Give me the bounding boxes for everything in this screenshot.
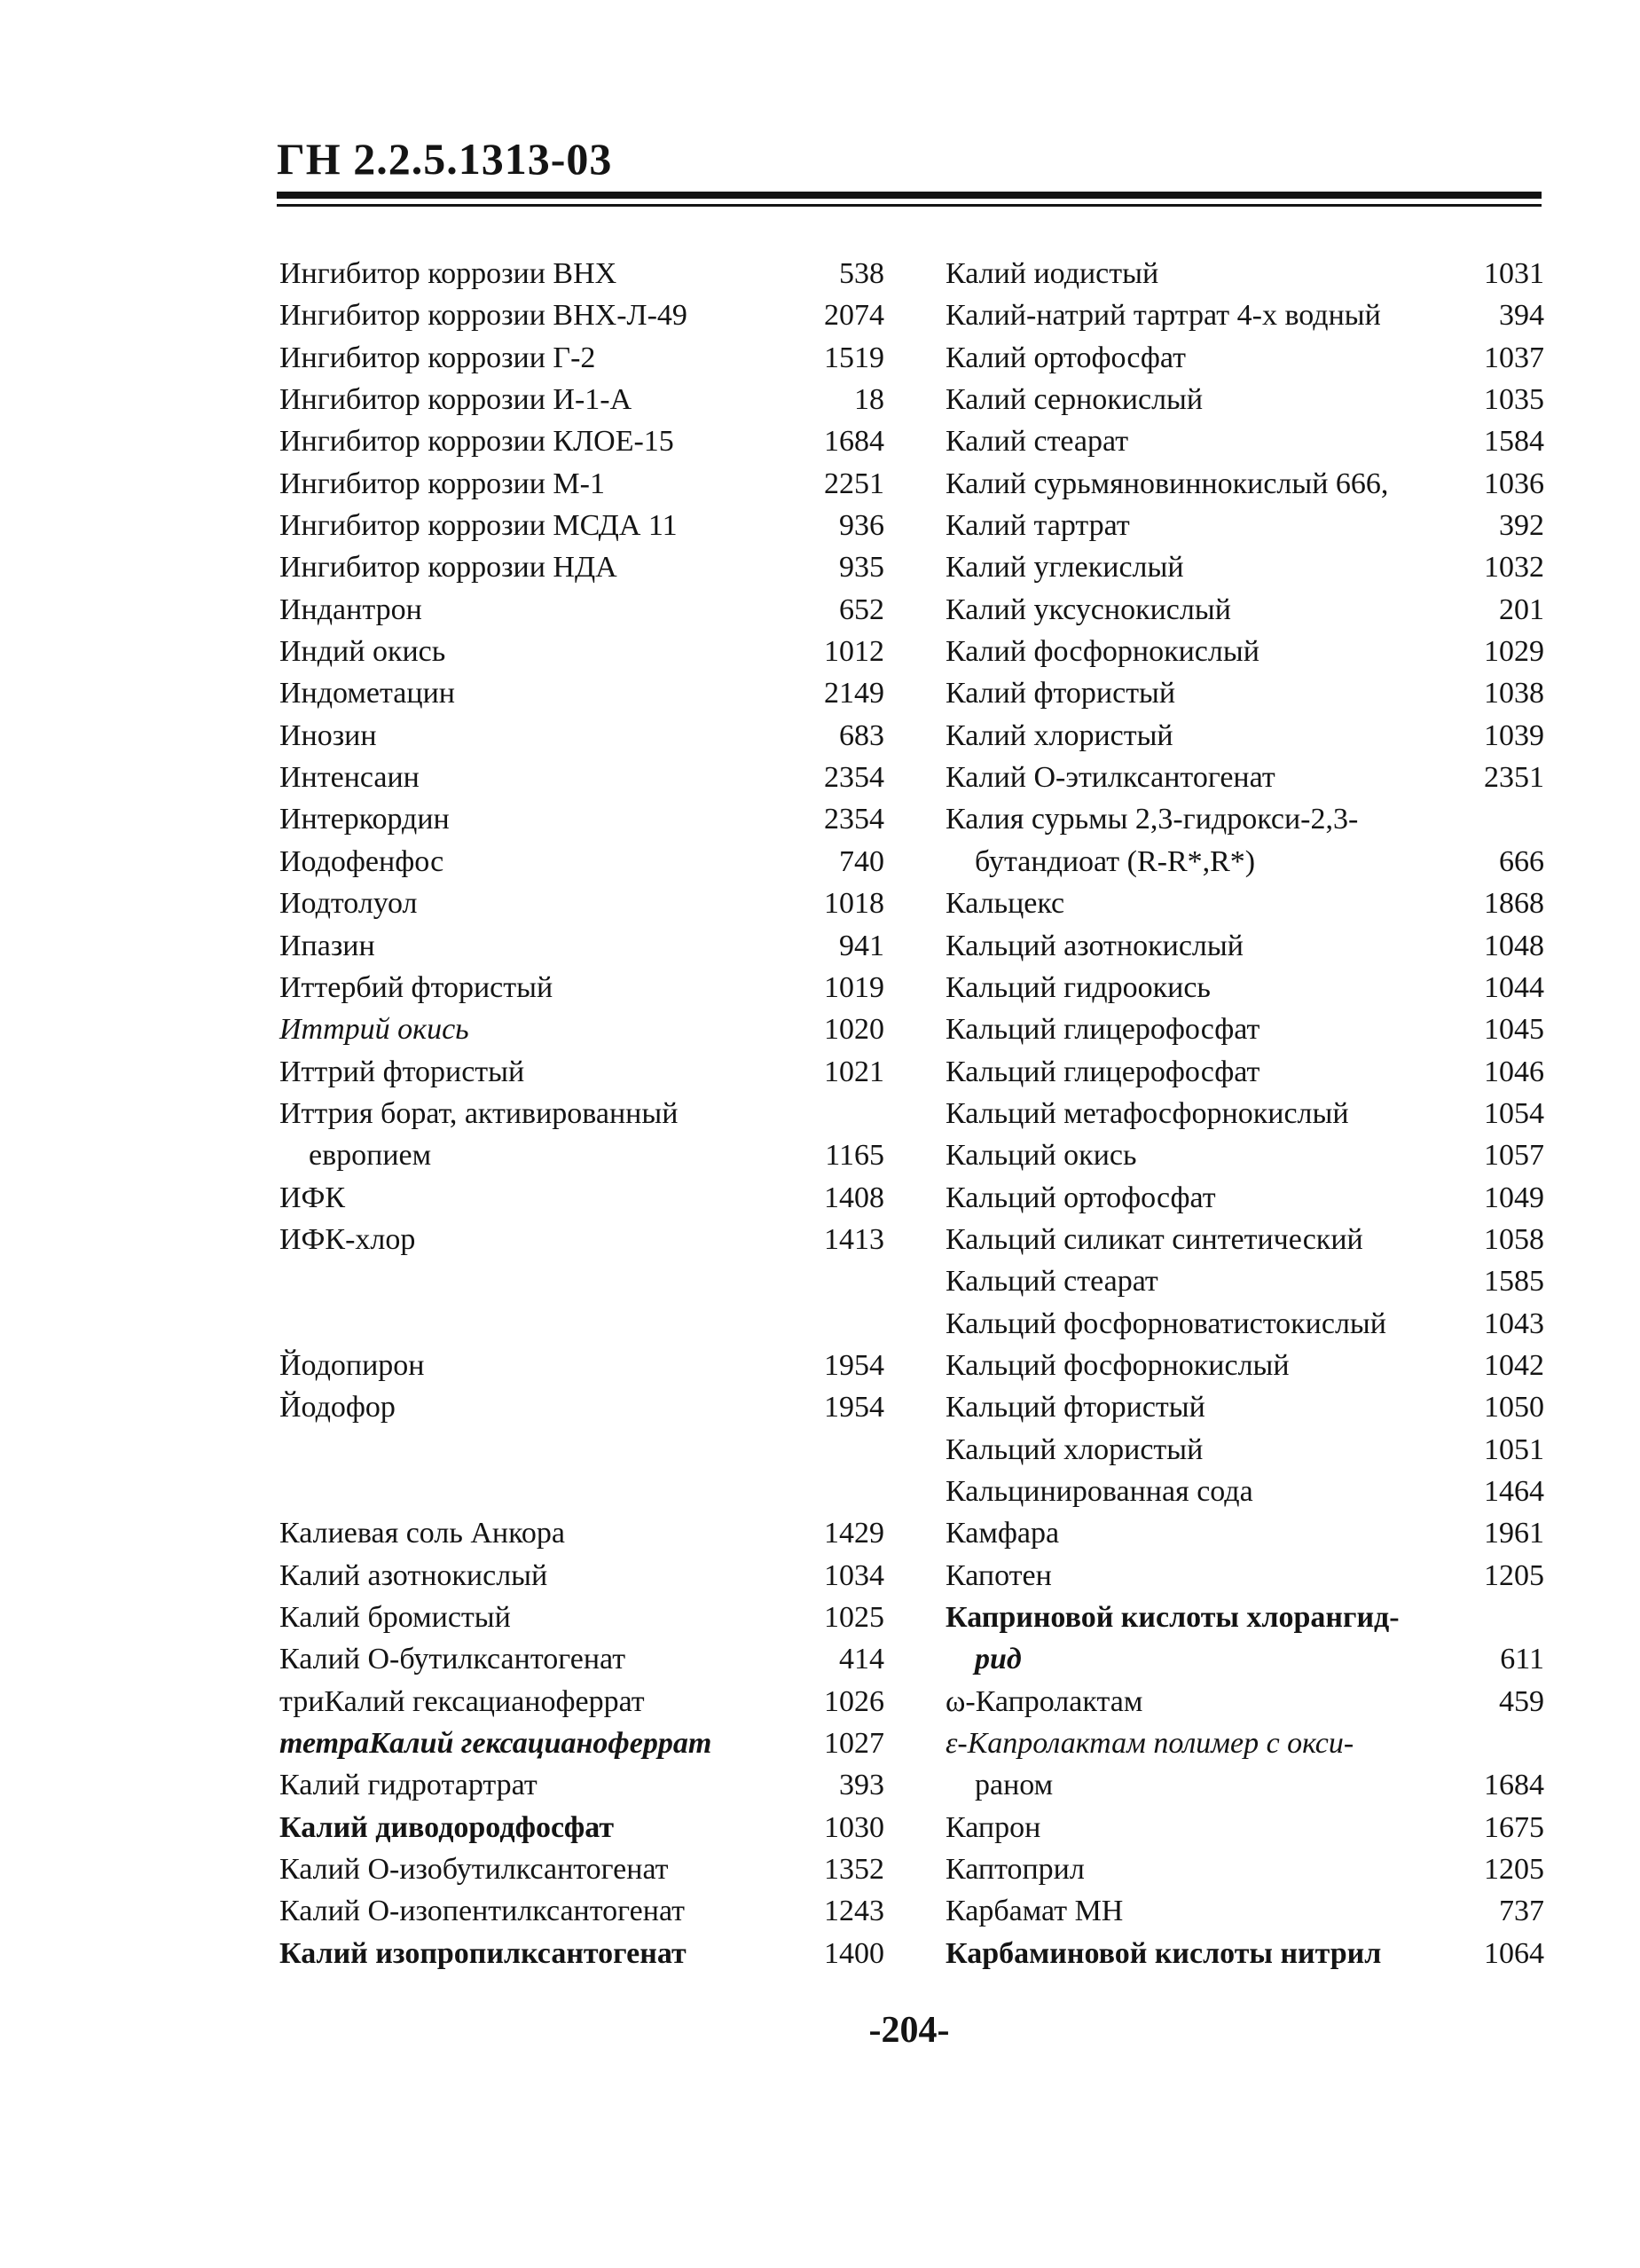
index-entry <box>946 1093 1544 1134</box>
index-entry-number: 1400 <box>824 1936 884 1970</box>
index-entry-number: 1048 <box>1484 929 1544 962</box>
index-entry-name: Инозин <box>279 718 377 752</box>
index-entry-name: Калий иодистый <box>946 257 1159 290</box>
index-entry-name: Интеркордин <box>279 803 450 836</box>
index-entry-number: 1413 <box>824 1222 884 1256</box>
index-entry-name: Ингибитор коррозии ВНХ-Л-49 <box>279 299 687 333</box>
index-entry-name: Калия сурьмы 2,3-гидрокси-2,3- <box>946 803 1359 836</box>
index-entry-name: Калий азотнокислый <box>279 1558 548 1592</box>
index-entry <box>279 1848 884 1890</box>
index-entry <box>279 1008 884 1050</box>
index-entry-name: Кальций метафосфорнокислый <box>946 1096 1349 1130</box>
index-entry <box>946 337 1544 379</box>
index-entry <box>946 505 1544 546</box>
index-entry <box>279 1555 884 1597</box>
index-entry-name: Кальций глицерофосфат <box>946 1013 1260 1047</box>
index-entry-name: Индантрон <box>279 593 422 626</box>
index-entry <box>946 1933 1544 1974</box>
header-rule-thick <box>277 192 1542 199</box>
index-entry-number: 941 <box>839 929 884 962</box>
index-entry-number: 1954 <box>824 1391 884 1424</box>
index-entry-name: Йодопирон <box>279 1348 425 1382</box>
index-entry-number: 2149 <box>824 677 884 710</box>
index-entry-number: 1058 <box>1484 1222 1544 1256</box>
index-entry-number: 1019 <box>824 970 884 1004</box>
index-entry <box>946 294 1544 336</box>
index-entry-number: 538 <box>839 257 884 290</box>
index-entry-name: тетраКалий гексацианоферрат <box>279 1727 712 1761</box>
index-entry <box>946 1008 1544 1050</box>
index-entry-number: 1054 <box>1484 1096 1544 1130</box>
index-entry-name: Йодофор <box>279 1391 396 1424</box>
index-entry-name: Индометацин <box>279 677 455 710</box>
index-entry-name: Калий изопропилксантогенат <box>279 1936 687 1970</box>
index-entry <box>279 757 884 798</box>
index-entry-number: 740 <box>839 844 884 878</box>
index-entry <box>279 1260 884 1302</box>
index-entry <box>946 1890 1544 1932</box>
index-entry <box>279 1512 884 1554</box>
index-entry-number: 1675 <box>1484 1810 1544 1844</box>
index-entry-number: 1050 <box>1484 1391 1544 1424</box>
index-entry <box>279 798 884 840</box>
index-entry-number: 1037 <box>1484 341 1544 374</box>
index-entry-name: Калий О-бутилксантогенат <box>279 1643 626 1676</box>
index-entry-number: 1018 <box>824 887 884 921</box>
index-entry-name: Ингибитор коррозии КЛОЕ-15 <box>279 425 674 459</box>
index-entry-number: 1519 <box>824 341 884 374</box>
index-entry-number: 2351 <box>1484 761 1544 795</box>
index-entry <box>279 1093 884 1134</box>
index-entry-name: Каприновой кислоты хлорангид- <box>946 1601 1400 1634</box>
index-entry-name: Ингибитор коррозии МСДА 11 <box>279 509 678 543</box>
index-entry-number: 2074 <box>824 299 884 333</box>
index-entry <box>279 1429 884 1471</box>
index-entry-name: Ингибитор коррозии И-1-А <box>279 383 632 417</box>
index-entry <box>946 1764 1544 1806</box>
index-entry <box>279 883 884 924</box>
index-entry <box>279 1933 884 1974</box>
index-entry-number: 1954 <box>824 1348 884 1382</box>
index-entry-number: 393 <box>839 1769 884 1802</box>
index-entry-name: Иодтолуол <box>279 887 418 921</box>
index-entry-name: ω-Капролактам <box>946 1684 1143 1718</box>
index-entry <box>279 1051 884 1093</box>
index-entry-name: Ипазин <box>279 929 375 962</box>
index-entry <box>946 757 1544 798</box>
index-entry <box>946 631 1544 672</box>
index-entry-name: Камфара <box>946 1517 1060 1550</box>
index-entry-number: 1038 <box>1484 677 1544 710</box>
page-number: -204- <box>868 2010 950 2051</box>
index-entry <box>279 715 884 757</box>
index-entry-name: Калий хлористый <box>946 718 1173 752</box>
index-entry <box>279 1219 884 1260</box>
document-header: ГН 2.2.5.1313-03 <box>277 134 613 184</box>
index-entry <box>946 253 1544 294</box>
index-column-left <box>279 253 884 1974</box>
index-entry-number: 1049 <box>1484 1181 1544 1214</box>
index-entry-number: 652 <box>839 593 884 626</box>
index-entry-name: Кальций азотнокислый <box>946 929 1244 962</box>
index-entry <box>946 1386 1544 1428</box>
index-entry-number: 1020 <box>824 1013 884 1047</box>
index-entry-number: 394 <box>1499 299 1544 333</box>
index-entry-number: 1027 <box>824 1727 884 1761</box>
index-entry <box>279 1638 884 1680</box>
index-entry-name: ИФК <box>279 1181 346 1214</box>
index-entry-number: 737 <box>1499 1895 1544 1928</box>
index-entry <box>279 841 884 883</box>
index-entry <box>279 1177 884 1219</box>
index-entry <box>279 420 884 462</box>
index-entry-number: 936 <box>839 509 884 543</box>
index-entry-number: 2354 <box>824 803 884 836</box>
index-entry <box>946 463 1544 505</box>
index-entry-name: Ингибитор коррозии М-1 <box>279 467 605 500</box>
index-entry-name: Интенсаин <box>279 761 420 795</box>
index-entry <box>946 1681 1544 1723</box>
index-entry-number: 414 <box>839 1643 884 1676</box>
index-column-right <box>946 253 1544 1974</box>
index-entry-number: 1045 <box>1484 1013 1544 1047</box>
index-entry-number: 2251 <box>824 467 884 500</box>
header-rule-thin <box>277 204 1542 207</box>
index-entry <box>946 1345 1544 1386</box>
index-entry-number: 1684 <box>824 425 884 459</box>
index-entry-number: 1012 <box>824 635 884 669</box>
index-entry-name: Иттрия борат, активированный <box>279 1096 679 1130</box>
index-entry <box>946 546 1544 588</box>
index-entry <box>946 1051 1544 1093</box>
index-entry-name: Калий фтористый <box>946 677 1176 710</box>
index-entry-number: 459 <box>1499 1684 1544 1718</box>
index-entry <box>279 294 884 336</box>
index-entry-number: 1243 <box>824 1895 884 1928</box>
index-entry-name: ε-Капролактам полимер с окси- <box>946 1727 1354 1761</box>
index-entry-name: Иттрий фтористый <box>279 1055 525 1088</box>
index-entry-number: 1961 <box>1484 1517 1544 1550</box>
index-entry <box>279 505 884 546</box>
index-entry-name: Калий фосфорнокислый <box>946 635 1259 669</box>
index-entry-name: Кальций глицерофосфат <box>946 1055 1260 1088</box>
index-entry-name: Кальцекс <box>946 887 1065 921</box>
index-entry-number: 1464 <box>1484 1474 1544 1508</box>
index-entry <box>946 1134 1544 1176</box>
index-entry-number: 1584 <box>1484 425 1544 459</box>
index-entry <box>946 420 1544 462</box>
index-entry <box>946 883 1544 924</box>
index-entry-name: Кальций фосфорноватистокислый <box>946 1307 1386 1340</box>
index-entry-number: 1031 <box>1484 257 1544 290</box>
index-entry-name: Индий окись <box>279 635 446 669</box>
index-entry <box>946 1555 1544 1597</box>
index-entry-name: Калий уксуснокислый <box>946 593 1231 626</box>
index-entry-number: 1043 <box>1484 1307 1544 1340</box>
index-entry <box>946 1260 1544 1302</box>
index-entry-number: 1036 <box>1484 467 1544 500</box>
index-entry-number: 1032 <box>1484 551 1544 585</box>
index-entry-number: 1029 <box>1484 635 1544 669</box>
index-entry-name: Калий О-этилксантогенат <box>946 761 1275 795</box>
index-entry-number: 683 <box>839 718 884 752</box>
index-entry <box>279 1386 884 1428</box>
index-entry <box>946 715 1544 757</box>
index-entry-name: Калий диводородфосфат <box>279 1810 615 1844</box>
index-entry <box>279 1134 884 1176</box>
index-entry-name: Карбамат МН <box>946 1895 1124 1928</box>
index-entry <box>946 1471 1544 1512</box>
index-entry-name: Ингибитор коррозии Г-2 <box>279 341 596 374</box>
index-entry-number: 1051 <box>1484 1432 1544 1466</box>
index-entry <box>279 546 884 588</box>
index-entry <box>279 337 884 379</box>
index-entry-name: Ингибитор коррозии НДА <box>279 551 617 585</box>
index-entry-number: 1025 <box>824 1601 884 1634</box>
index-entry <box>946 1177 1544 1219</box>
index-entry-name: Иттербий фтористый <box>279 970 553 1004</box>
index-entry <box>279 672 884 714</box>
index-entry-name: Калий углекислый <box>946 551 1184 585</box>
index-entry-name: раном <box>975 1769 1054 1802</box>
index-entry-name: Калий О-изобутилксантогенат <box>279 1853 669 1887</box>
index-entry <box>946 798 1544 840</box>
index-entry <box>946 1429 1544 1471</box>
index-entry-number: 392 <box>1499 509 1544 543</box>
index-entry-name: Карбаминовой кислоты нитрил <box>946 1936 1382 1970</box>
index-entry <box>279 1303 884 1345</box>
index-entry <box>279 1890 884 1932</box>
index-entry <box>946 1512 1544 1554</box>
index-entry <box>946 589 1544 631</box>
index-entry-number: 1429 <box>824 1517 884 1550</box>
index-entry-name: Кальций ортофосфат <box>946 1181 1216 1214</box>
index-entry-name: Калий сернокислый <box>946 383 1204 417</box>
index-entry <box>279 253 884 294</box>
index-entry-name: Калий гидротартрат <box>279 1769 538 1802</box>
index-entry <box>946 1723 1544 1764</box>
index-entry-number: 1352 <box>824 1853 884 1887</box>
index-entry <box>279 1723 884 1764</box>
index-entry <box>946 1219 1544 1260</box>
index-entry <box>946 672 1544 714</box>
index-entry-name: Каптоприл <box>946 1853 1085 1887</box>
index-entry-name: ИФК-хлор <box>279 1222 416 1256</box>
index-entry-name: Ингибитор коррозии ВНХ <box>279 257 617 290</box>
index-entry-name: бутандиоат (R-R*,R*) <box>975 844 1256 878</box>
index-entry-number: 1205 <box>1484 1853 1544 1887</box>
index-entry <box>279 589 884 631</box>
index-entry <box>946 1303 1544 1345</box>
index-entry-name: Кальций хлористый <box>946 1432 1204 1466</box>
index-entry-name: Калий О-изопентилксантогенат <box>279 1895 686 1928</box>
index-entry-number: 1868 <box>1484 887 1544 921</box>
index-entry-name: Кальций фосфорнокислый <box>946 1348 1290 1382</box>
index-entry-name: Калий тартрат <box>946 509 1130 543</box>
index-entry-name: Калий стеарат <box>946 425 1129 459</box>
index-entry <box>946 1848 1544 1890</box>
index-entry-number: 18 <box>854 383 884 417</box>
index-entry-number: 2354 <box>824 761 884 795</box>
index-entry-number: 611 <box>1500 1643 1544 1676</box>
index-entry-name: Калий-натрий тартрат 4-х водный <box>946 299 1381 333</box>
index-entry-name: Кальций стеарат <box>946 1265 1158 1299</box>
index-entry-name: Калиевая соль Анкора <box>279 1517 565 1550</box>
index-entry <box>946 925 1544 967</box>
index-entry-number: 1042 <box>1484 1348 1544 1382</box>
index-entry <box>279 1764 884 1806</box>
index-entry-name: Калий бромистый <box>279 1601 511 1634</box>
index-entry-number: 1684 <box>1484 1769 1544 1802</box>
index-entry-name: Кальций силикат синтетический <box>946 1222 1363 1256</box>
index-entry-name: Кальций гидроокись <box>946 970 1211 1004</box>
index-entry-number: 1165 <box>825 1139 884 1173</box>
index-entry <box>279 1597 884 1638</box>
index-entry-number: 1026 <box>824 1684 884 1718</box>
index-entry-number: 1039 <box>1484 718 1544 752</box>
index-entry-number: 1046 <box>1484 1055 1544 1088</box>
index-entry-number: 1034 <box>824 1558 884 1592</box>
index-entry-name: Кальцинированная сода <box>946 1474 1253 1508</box>
index-entry <box>946 1638 1544 1680</box>
index-entry-name: триКалий гексацианоферрат <box>279 1684 645 1718</box>
index-entry-name: Калий ортофосфат <box>946 341 1186 374</box>
index-entry-name: рид <box>975 1643 1022 1676</box>
index-entry-number: 935 <box>839 551 884 585</box>
index-entry-number: 1408 <box>824 1181 884 1214</box>
index-entry <box>279 1345 884 1386</box>
index-entry-number: 1021 <box>824 1055 884 1088</box>
index-entry-name: Иодофенфос <box>279 844 444 878</box>
index-entry <box>946 1597 1544 1638</box>
index-entry <box>279 631 884 672</box>
index-entry-name: Калий сурьмяновиннокислый 666, <box>946 467 1389 500</box>
index-entry-name: Капотен <box>946 1558 1052 1592</box>
index-entry <box>946 841 1544 883</box>
index-entry <box>279 925 884 967</box>
index-entry-number: 1030 <box>824 1810 884 1844</box>
index-entry <box>279 463 884 505</box>
index-entry-number: 1044 <box>1484 970 1544 1004</box>
index-entry <box>279 379 884 420</box>
index-entry-number: 1585 <box>1484 1265 1544 1299</box>
index-entry-number: 1035 <box>1484 383 1544 417</box>
index-entry <box>279 1471 884 1512</box>
index-entry-name: Капрон <box>946 1810 1041 1844</box>
index-entry-number: 1205 <box>1484 1558 1544 1592</box>
index-entry <box>946 1807 1544 1848</box>
index-entry-name: Кальций фтористый <box>946 1391 1205 1424</box>
index-entry-name: Иттрий окись <box>279 1013 469 1047</box>
index-entry-name: европием <box>309 1139 432 1173</box>
index-entry <box>946 967 1544 1008</box>
index-entry-number: 1057 <box>1484 1139 1544 1173</box>
index-entry-number: 666 <box>1499 844 1544 878</box>
index-entry <box>279 1681 884 1723</box>
index-entry <box>946 379 1544 420</box>
index-entry <box>279 1807 884 1848</box>
index-entry-number: 201 <box>1499 593 1544 626</box>
index-entry-name: Кальций окись <box>946 1139 1137 1173</box>
index-entry <box>279 967 884 1008</box>
index-entry-number: 1064 <box>1484 1936 1544 1970</box>
